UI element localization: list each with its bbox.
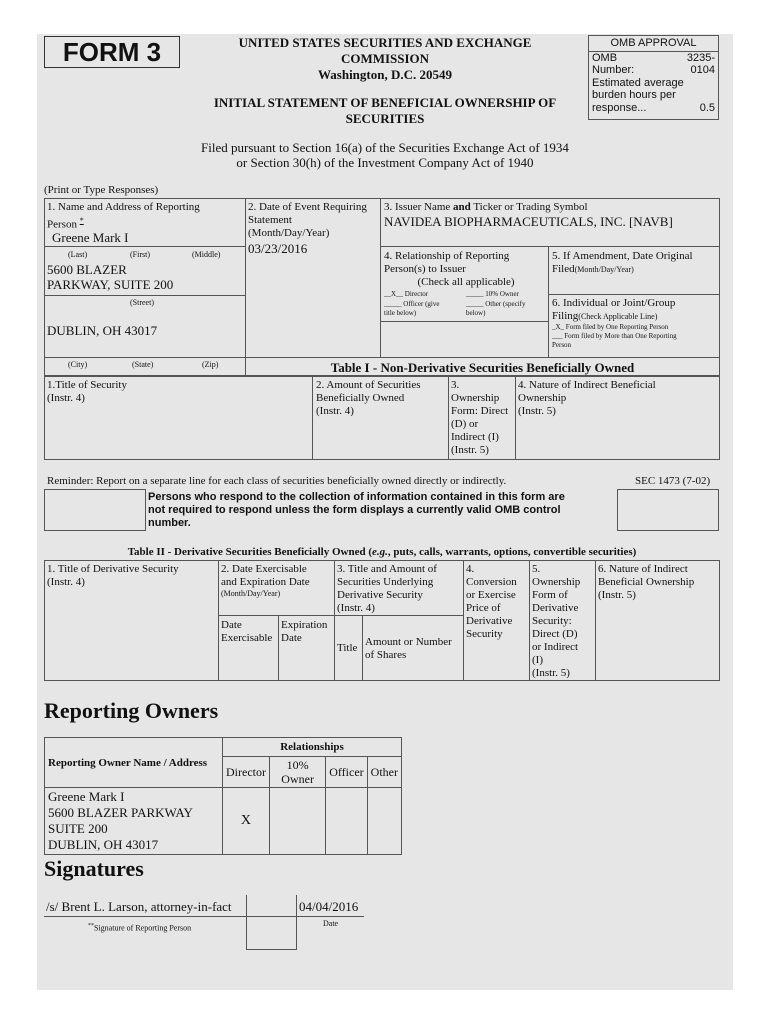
box6-label: 6. Individual or Joint/Group Filing(Check Applicable Line): [552, 297, 676, 322]
agency-location: Washington, D.C. 20549: [318, 67, 452, 82]
table1-col1-header: 1.Title of Security (Instr. 4): [47, 379, 127, 404]
owner-address-cell: Greene Mark I 5600 BLAZER PARKWAY SUITE 200 DUBLIN, OH 43017: [45, 788, 223, 855]
reminder-text: Reminder: Report on a separate line for each class of securities beneficially owned directly or indirectly.: [47, 475, 507, 487]
director-header: Director: [223, 757, 270, 788]
reporting-owners-table: [44, 737, 402, 855]
agency-line2: COMMISSION: [340, 51, 430, 66]
signature-date: 04/04/2016: [299, 899, 359, 914]
print-note: (Print or Type Responses): [44, 184, 159, 196]
notice-right-box: [617, 489, 719, 531]
expiration-date-header: Expiration Date: [281, 619, 328, 644]
other-cell: [367, 788, 401, 855]
signer-name: /s/ Brent L. Larson, attorney-in-fact: [46, 899, 232, 914]
ten-pct-header: 10% Owner: [269, 757, 325, 788]
notice-left-box: [44, 489, 146, 531]
officer-option: _____ Officer (give: [384, 300, 440, 308]
underlying-title-header: Title: [337, 642, 358, 654]
omb-burden-line3: response... 0.5: [592, 101, 715, 114]
ten-pct-cell: [269, 788, 325, 855]
table2-col2-header: 2. Date Exercisable and Expiration Date (Month/Day/Year): [221, 563, 310, 598]
reporting-person-name: Greene Mark I: [52, 230, 129, 245]
table2-col3-header: 3. Title and Amount of Securities Underlying Derivative Security (Instr. 4): [337, 563, 437, 614]
owner-name-header: Reporting Owner Name / Address: [45, 738, 223, 788]
filing-options: _X_ Form filed by One Reporting Person ___ Form filed by More than One Reporting Person: [552, 323, 720, 350]
table1-col4-header: 4. Nature of Indirect Beneficial Ownership (Instr. 5): [518, 379, 656, 417]
agency-line1: UNITED STATES SECURITIES AND EXCHANGE: [238, 35, 532, 50]
date-exercisable-header: Date Exercisable: [221, 619, 273, 644]
omb-number-value: Number: 0104: [592, 64, 715, 76]
form-title-box: FORM 3: [44, 36, 180, 68]
officer-header: Officer: [326, 757, 367, 788]
event-date: 03/23/2016: [248, 241, 308, 256]
table1-col2-header: 2. Amount of Securities Beneficially Owned (Instr. 4): [316, 379, 421, 417]
signatures-heading: Signatures: [44, 856, 144, 881]
filing-option-one: _X_ Form filed by One Reporting Person: [552, 323, 669, 331]
box5-label: 5. If Amendment, Date Original Filed(Month/Day/Year): [552, 250, 693, 275]
box4-label: 4. Relationship of Reporting Person(s) to Issuer (Check all applicable): [384, 250, 515, 288]
omb-notice: Persons who respond to the collection of information contained in this form are not required to respond unless the form displays a currently valid OMB control number.: [148, 491, 565, 529]
table2-col5-header: 5. Ownership Form of Derivative Security: Direct (D) or Indirect (I) (Instr. 5): [532, 563, 581, 679]
box3-label: 3. Issuer Name and Ticker or Trading Symbol: [384, 201, 588, 213]
filing-option-more: ___ Form filed by More than One Reporting: [552, 332, 677, 340]
statement-line2: SECURITIES: [345, 111, 425, 126]
omb-approval-box: [588, 35, 719, 120]
footnote-marker: *: [79, 216, 84, 225]
issuer-name: NAVIDEA BIOPHARMACEUTICALS, INC. [NAVB]: [384, 214, 673, 229]
agency-header: [190, 35, 580, 83]
box1-label: 1. Name and Address of Reporting Person *: [47, 201, 200, 231]
sec-number: SEC 1473 (7-02): [635, 475, 711, 487]
table2-col4-header: 4. Conversion or Exercise Price of Derivative Security: [466, 563, 517, 640]
filed-pursuant: Filed pursuant to Section 16(a) of the Securities Exchange Act of 1934 or Section 30(h) of the Investment Company Act of 1940: [201, 140, 569, 170]
table2-col6-header: 6. Nature of Indirect Beneficial Ownership (Instr. 5): [598, 563, 695, 601]
statement-title: [190, 95, 580, 127]
table2-col1-header: 1. Title of Derivative Security (Instr. 4): [47, 563, 179, 588]
reporting-owners-heading: Reporting Owners: [44, 698, 219, 723]
table1-col3-header: 3. Ownership Form: Direct (D) or Indirect (I) (Instr. 5): [451, 379, 509, 456]
omb-number-label: OMB 3235-: [592, 51, 715, 64]
omb-title: OMB APPROVAL: [589, 36, 718, 52]
box2-label: 2. Date of Event Requiring Statement (Month/Day/Year): [248, 201, 367, 239]
omb-burden-line1: Estimated average: [592, 76, 684, 89]
table2-title: Table II - Derivative Securities Beneficially Owned (e.g., puts, calls, warrants, options, convertible securities): [127, 546, 637, 558]
officer-cell: [326, 788, 367, 855]
table1-title: Table I - Non-Derivative Securities Beneficially Owned: [330, 360, 635, 375]
omb-burden-line2: burden hours per: [592, 89, 676, 101]
amount-shares-header: Amount or Number of Shares: [365, 636, 452, 661]
street-address: 5600 BLAZER PARKWAY, SUITE 200: [47, 262, 174, 292]
city-state-zip: DUBLIN, OH 43017: [47, 323, 158, 338]
director-mark: X: [223, 788, 270, 855]
ten-pct-option: _____ 10% Owner: [466, 290, 519, 298]
street-label: (Street): [130, 298, 154, 307]
other-option: _____ Other (specify: [466, 300, 526, 308]
relationships-header: Relationships: [223, 738, 402, 757]
date-label: Date: [323, 919, 339, 928]
other-header: Other: [367, 757, 401, 788]
statement-line1: INITIAL STATEMENT OF BENEFICIAL OWNERSHIP OF: [213, 95, 557, 110]
director-option: __X__ Director: [384, 290, 429, 298]
signature-label: **Signature of Reporting Person: [88, 923, 192, 933]
